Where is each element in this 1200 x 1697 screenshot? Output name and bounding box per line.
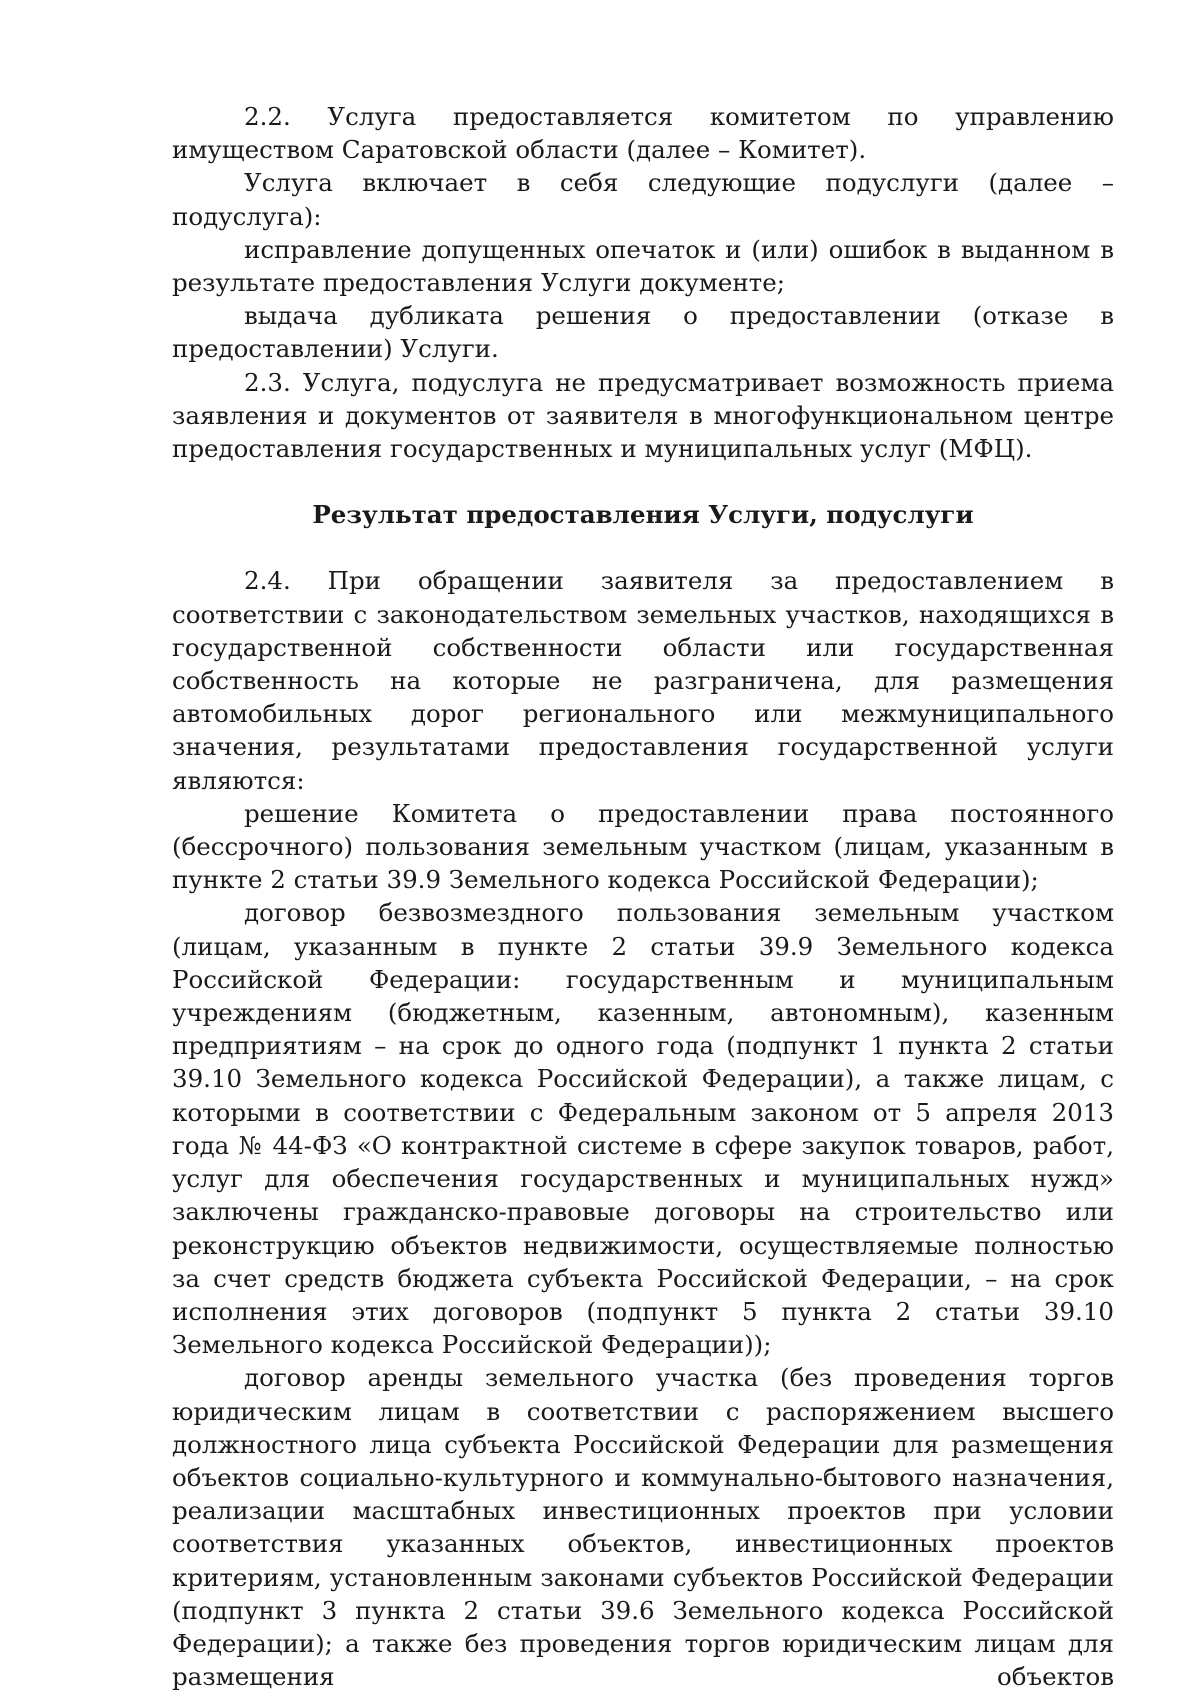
paragraph-result-lease-contract: договор аренды земельного участка (без проведения торгов юридическим лицам в соответствии с распоряжением высшего должностного лица субъекта Российской Федерации для размещения объектов социально-культурного и коммунально-бытового назначения, реализации масштабных инвестиционных проектов при условии соответствия указанных объектов, инвестиционных проектов критериям, установленным законами субъектов Российской Федерации (подпункт 3 пункта 2 статьи 39.6 Земельного кодекса Российской Федерации); а также без проведения торгов юридическим лицам для размещения объектов <box>172 1363 1114 1692</box>
paragraph-subservices-intro: Услуга включает в себя следующие подуслуги (далее – подуслуга): <box>172 168 1114 231</box>
document-body <box>172 100 1114 1693</box>
paragraph-subservice-duplicate: выдача дубликата решения о предоставлении (отказе в предоставлении) Услуги. <box>172 301 1114 364</box>
paragraph-result-decision: решение Комитета о предоставлении права постоянного (бессрочного) пользования земельным участком (лицам, указанным в пункте 2 статьи 39.9 Земельного кодекса Российской Федерации); <box>172 798 1114 895</box>
paragraph-2-2: 2.2. Услуга предоставляется комитетом по управлению имуществом Саратовской области (далее – Комитет). <box>172 102 1114 165</box>
paragraph-subservice-correction: исправление допущенных опечаток и (или) ошибок в выданном в результате предоставления Услуги документе; <box>172 234 1114 298</box>
paragraph-2-3: 2.3. Услуга, подуслуга не предусматривает возможность приема заявления и документов от заявителя в многофункциональном центре предоставления государственных и муниципальных услуг (МФЦ). <box>172 367 1114 464</box>
paragraph-2-4: 2.4. При обращении заявителя за предоставлением в соответствии с законодательством земельных участков, находящихся в государственной собственности области или государственная собственность на которые не разграничена, для размещения автомобильных дорог регионального или межмуниципального значения, результатами предоставления государственной услуги являются: <box>172 566 1114 795</box>
section-heading: Результат предоставления Услуги, подуслуги <box>312 500 974 530</box>
paragraph-result-free-use-contract: договор безвозмездного пользования земельным участком (лицам, указанным в пункте 2 статьи 39.9 Земельного кодекса Российской Федерации: государственным и муниципальным учреждениям (бюджетным, казенным, автономным), казенным предприятиям – на срок до одного года (подпункт 1 пункта 2 статьи 39.10 Земельного кодекса Российской Федерации), а также лицам, с которыми в соответствии с Федеральным законом от 5 апреля 2013 года № 44-ФЗ «О контрактной системе в сфере закупок товаров, работ, услуг для обеспечения государственных и муниципальных нужд» заключены гражданско-правовые договоры на строительство или реконструкцию объектов недвижимости, осуществляемые полностью за счет средств бюджета субъекта Российской Федерации, – на срок исполнения этих договоров (подпункт 5 пункта 2 статьи 39.10 Земельного кодекса Российской Федерации)); <box>172 898 1114 1360</box>
